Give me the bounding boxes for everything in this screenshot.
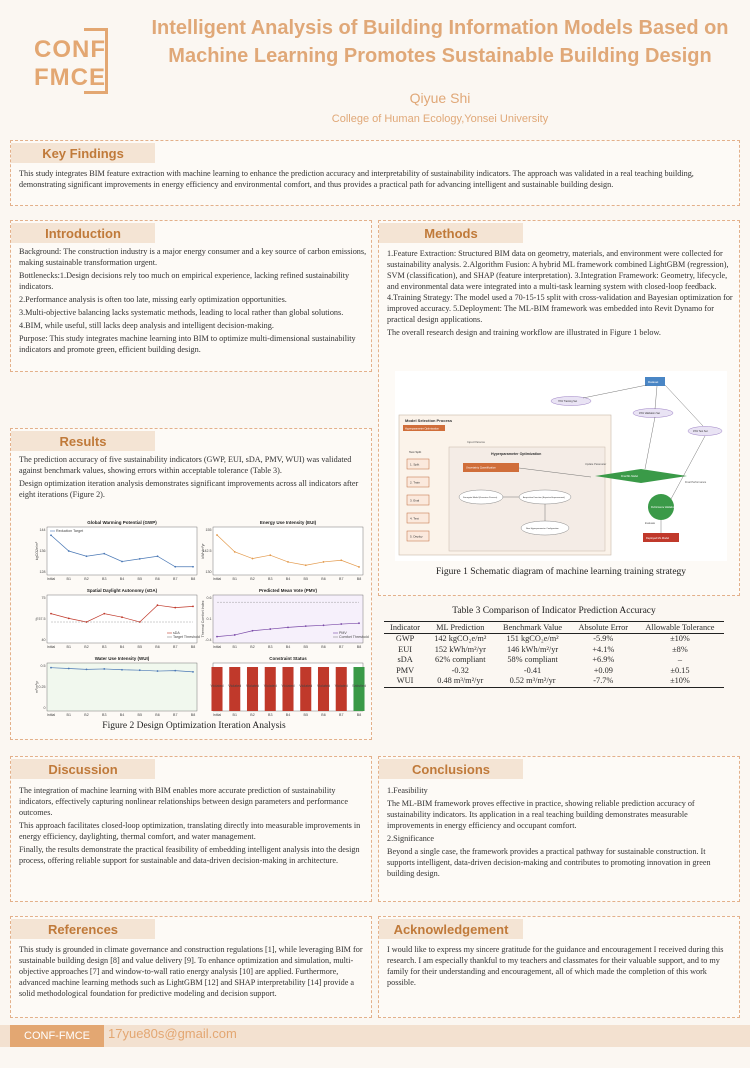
conclusions-heading: Conclusions [379,759,523,779]
y-tick-label: 130 [205,570,212,574]
x-tick-label: Initial [46,577,56,581]
table-cell: 152 kWh/m²/yr [434,644,486,654]
introduction-heading: Introduction [11,223,155,243]
figure2-caption: Figure 2 Design Optimization Iteration Analysis [102,721,286,731]
constraint-bar [318,667,329,711]
chart-title: Spatial Daylight Autonomy (sDA) [86,588,158,593]
table-cell: EUI [398,644,412,654]
deploy-label: Deployed ML Model [646,537,669,540]
legend-label: Reduction Target [56,529,84,533]
svg-text:3. Eval: 3. Eval [410,498,420,503]
chart-title: Energy Use Intensity (EUI) [259,520,317,525]
table-row [384,634,724,645]
data-point [358,622,360,624]
key-findings-heading: Key Findings [11,143,155,163]
final-performance-label: Final Performance [685,481,707,484]
table-cell: 0.52 m³/m²/yr [494,676,570,687]
constraint-bar [211,667,222,711]
uncertainty-label: Uncertainty Quantification [466,466,496,470]
y-tick-label: 40 [41,638,46,642]
x-tick-label: B5 [303,577,308,581]
methods-text [387,248,735,340]
bar-status-label: Violated [281,684,295,688]
intro-paragraph: Bottlenecks:1.Design decisions rely too much on empirical experience, lacking refined sustainability indicators. [19,271,350,291]
conclusions-panel [378,756,740,902]
constraint-bar [336,667,347,711]
hyperparameter-top-label: Hyperparameter Optimization [405,427,439,431]
data-point [103,613,105,615]
legend-label: Comfort Threshold [339,635,369,639]
dataset-label: Dataset [648,380,659,384]
data-point [50,613,52,615]
x-tick-label: B5 [137,713,142,717]
data-point [103,553,105,555]
data-point [340,623,342,625]
acquisition-label: Acquisition Function (Expected Improvement) [523,497,565,499]
update-param-label: Update Parameter [585,463,607,466]
chart-title: Predicted Mean Vote (PMV) [259,588,317,593]
table-row [384,655,724,666]
discussion-text [19,785,367,868]
table-cell: +4.1% [592,644,615,654]
subchart [201,520,363,581]
data-point [121,669,123,671]
x-tick-label: B7 [173,645,178,649]
input-params-label: Input Params [467,440,485,444]
x-tick-label: B2 [250,713,255,717]
footer-email[interactable]: 17yue80s@gmail.com [108,1026,237,1041]
intro-paragraph: Purpose: This study integrates machine learning into BIM to optimize multi-dimensional sustainability indicators and promote green, efficient building design. [19,334,356,354]
x-tick-label: B5 [137,577,142,581]
table-header: Benchmark Value [494,622,570,634]
x-tick-label: B7 [173,713,178,717]
y-tick-label: 0.5 [40,664,46,668]
key-findings-text: This study integrates BIM feature extraction with machine learning to enhance the prediction accuracy and interpretability of sustainability indicators. The approach was validated in a real teaching building, demonstrating significant improvements in energy efficiency and environmental comfort, and thus provides a practical path for advancing intelligent and sustainable building design. [19,169,694,189]
intro-paragraph: 4.BIM, while useful, still lacks deep analysis and intelligent decision-making. [19,321,274,330]
y-axis-label: kgCO2e/m² [35,541,39,561]
x-tick-label: B3 [102,645,107,649]
data-point [174,566,176,568]
x-tick-label: Initial [46,645,56,649]
table-row [384,676,724,687]
x-tick-label: B6 [321,577,326,581]
chart-title: Water Use Intensity (WUI) [94,656,150,661]
x-tick-label: B1 [66,577,71,581]
data-point [216,534,218,536]
table-cell: 151 kgCO₂e/m² [506,634,559,643]
data-point [86,555,88,557]
y-axis-label: m³/m²yr [35,680,39,694]
x-tick-label: B1 [66,713,71,717]
x-tick-label: B3 [268,577,273,581]
acknowledgement-panel [378,916,740,1018]
results-heading: Results [11,431,155,451]
y-tick-label: 128 [39,570,46,574]
data-point [157,670,159,672]
data-point [192,566,194,568]
bar-status-label: Satisfied [352,684,366,688]
intro-paragraph: Background: The construction industry is a major energy consumer and a key source of carbon emissions, making sustainable transformation urgent. [19,247,367,267]
table3-block [384,606,724,688]
introduction-panel [10,220,372,372]
data-point [68,550,70,552]
table-row [384,645,724,656]
x-tick-label: B7 [339,645,344,649]
x-tick-label: B3 [268,645,273,649]
bar-status-label: Violated [317,684,330,688]
x-tick-label: B2 [84,577,89,581]
data-point [157,604,159,606]
references-heading: References [11,919,155,939]
pool-label: Hyperparameter Optimization [491,452,542,456]
x-tick-label: B8 [356,713,362,717]
table-row [384,666,724,677]
header [0,0,750,134]
data-point [358,566,360,568]
x-tick-label: B7 [339,713,344,717]
data-point [139,669,141,671]
table-cell: +0.09 [593,665,613,675]
constraint-bar [265,667,276,711]
svg-text:2. Train: 2. Train [410,480,421,485]
x-tick-label: B4 [119,713,125,717]
table-cell: -7.7% [571,676,636,687]
y-tick-label: 136 [39,549,46,553]
affiliation: College of Human Ecology,Yonsei University [331,113,549,125]
bar-status-label: Violated [263,684,277,688]
subchart [35,656,197,717]
data-point [68,618,70,620]
table-cell: ±10% [670,634,690,643]
x-tick-label: B1 [232,645,237,649]
discussion-heading: Discussion [11,759,155,779]
table-cell: 58% compliant [507,655,558,664]
x-tick-label: B8 [190,645,196,649]
data-point [174,670,176,672]
acknowledgement-heading: Acknowledgement [379,919,523,939]
x-tick-label: B6 [321,645,326,649]
table3-caption: Table 3 Comparison of Indicator Prediction Accuracy [452,606,656,616]
y-tick-label: 144 [39,528,46,532]
logo-bracket [84,28,108,94]
data-point [157,555,159,557]
data-point [269,554,271,556]
table-cell: +6.9% [592,655,615,664]
svg-text:5. Deploy: 5. Deploy [410,534,423,539]
x-tick-label: B8 [356,577,362,581]
iteration-analysis-figure [29,515,369,719]
discussion-paragraph: This approach facilitates closed-loop optimization, translating directly into measurable improvements in energy efficiency, daylighting, thermal comfort, and water management. [19,821,361,841]
methods-paragraph: 1.Feature Extraction: Structured BIM data on geometry, materials, and environment were collected for sustainability analysis. 2.Algorithm Fusion: A hybrid ML framework combined LightGBM (regression), SVM (classification), and SHAP (feature interpretation). 3.Integration Framework: Geometry, lifecycle, and environmental data were integrated into a multi-task learning system with closed-loop feedback. 4.Training Strategy: The model used a 70-15-15 split with cross-validation and Bayesian optimization for improved accuracy. 5.Deployment: The ML-BIM framework was embedded into Revit Dynamo for practical design applications. [387,249,733,324]
intro-paragraph: 3.Multi-objective balancing lacks systematic methods, leading to local rather than global solutions. [19,308,344,317]
data-point [192,606,194,608]
table-cell: – [677,655,683,664]
evaluate-label: Evaluate [645,522,656,525]
x-tick-label: B4 [285,577,291,581]
data-point [323,561,325,563]
methods-paragraph: The overall research design and training workflow are illustrated in Figure 1 below. [387,328,661,337]
logo-line2: FMCE [34,64,106,91]
y-tick-label: 57.5 [38,617,46,621]
data-point [252,558,254,560]
introduction-text [19,246,367,357]
conclusions-text [387,785,735,881]
table-cell: 62% compliant [435,655,486,664]
data-point [287,561,289,563]
constraint-bar [353,667,364,711]
acknowledgement-text: I would like to express my sincere gratitude for the guidance and encouragement I received during this research. I am especially thankful to my teachers and classmates for their valuable support, and to my family for their understanding and encouragement, all of which made the completion of this work possible. [387,945,724,987]
table-cell: sDA [397,655,413,664]
y-tick-label: 142.5 [202,549,212,553]
x-tick-label: B4 [285,645,291,649]
table-cell: 0.48 m³/m²/yr [426,676,494,687]
table-header: ML Prediction [426,622,494,634]
table-cell: 146 kWh/m²/yr [507,644,559,654]
legend-label: sDA [173,631,180,635]
y-tick-label: 0.1 [206,617,212,621]
data-point [323,624,325,626]
data-point [68,668,70,670]
subchart [201,588,369,649]
y-axis-label: Thermal Comfort Index [201,600,205,638]
y-tick-label: 155 [205,528,212,532]
x-tick-label: Initial [212,713,222,717]
x-tick-label: B6 [155,645,160,649]
y-axis-label: kWh/m²yr [201,543,205,559]
x-tick-label: B6 [155,713,160,717]
train-set-label: 70% Training Set [558,400,578,403]
x-tick-label: Initial [212,645,222,649]
subchart [211,656,366,717]
data-point [86,668,88,670]
conclusions-paragraph: Beyond a single case, the framework provides a practical pathway for sustainable construction. It supports intelligent, data-driven decision-making and contributes to promoting innovation in green building design. [387,847,711,878]
table-header: Allowable Tolerance [636,622,724,634]
conclusions-paragraph: The ML-BIM framework proves effective in practice, showing reliable prediction accuracy of sustainability indicators. Its application in a real teaching building demonstrates measurable improvements in energy efficiency and occupant comfort. [387,799,695,830]
legend-label: Target Threshold [173,635,200,639]
data-point [50,667,52,669]
conclusions-paragraph: 1.Feasibility [387,786,428,795]
intro-paragraph: 2.Performance analysis is often too late, missing early optimization opportunities. [19,295,287,304]
data-point [234,551,236,553]
x-tick-label: B1 [66,645,71,649]
bar-status-label: Violated [210,684,224,688]
x-tick-label: B7 [173,577,178,581]
key-findings-panel [10,140,740,206]
x-tick-label: B5 [303,645,308,649]
data-point [50,534,52,536]
data-point [305,564,307,566]
x-tick-label: B6 [155,577,160,581]
table-cell: ±8% [672,644,688,654]
training-strategy-diagram [395,371,727,561]
x-tick-label: B8 [356,645,362,649]
table-cell: ±0.15 [670,665,690,675]
x-tick-label: B5 [303,713,308,717]
methods-panel [378,220,740,596]
bar-status-label: Violated [299,684,313,688]
x-tick-label: B3 [102,577,107,581]
constraint-bar [300,667,311,711]
x-tick-label: B8 [190,713,196,717]
data-point [340,559,342,561]
x-tick-label: B4 [285,713,291,717]
x-tick-label: B4 [119,645,125,649]
test-set-label: 15% Test Set [693,430,708,433]
plot-area [213,527,363,575]
x-tick-label: B2 [84,645,89,649]
final-model-label: Final ML Model [621,475,638,478]
x-tick-label: B2 [250,645,255,649]
data-point [216,636,218,638]
author-name: Qiyue Shi [409,90,471,106]
results-text [19,454,367,502]
subchart [35,588,200,649]
x-tick-label: B8 [190,577,196,581]
bar-status-label: Violated [246,684,259,688]
y-axis-label: % [35,617,39,621]
discussion-paragraph: The integration of machine learning with BIM enables more accurate prediction of sustainability indicators, effectively capturing nonlinear relationships between design parameters and performance outcomes. [19,786,349,817]
surrogate-label: Surrogate Model (Gaussian Process) [463,497,498,499]
x-tick-label: B2 [84,713,89,717]
table-cell: ±10% [636,676,724,687]
discussion-panel [10,756,372,902]
subchart [35,520,197,581]
performance-label: Performance Validation [651,507,675,509]
table-cell: -0.41 [523,665,542,675]
table-cell: GWP [395,634,415,643]
table-header: Indicator [384,622,426,634]
data-point [121,616,123,618]
x-tick-label: B6 [321,713,326,717]
logo-line1: CONF [34,36,106,63]
references-panel [10,916,372,1018]
data-point [103,668,105,670]
y-tick-label: 0.25 [38,685,46,689]
results-paragraph: The prediction accuracy of five sustainability indicators (GWP, EUI, sDA, PMV, WUI) was validated against benchmark values, showing errors within acceptable tolerance (Table 3). [19,455,352,475]
data-point [305,625,307,627]
x-tick-label: Initial [46,713,56,717]
bar-status-label: Violated [228,684,242,688]
x-tick-label: B1 [232,577,237,581]
data-point [287,627,289,629]
x-tick-label: B3 [102,713,107,717]
y-tick-label: -0.4 [205,638,212,642]
comparison-table [384,621,724,688]
table-header-row [384,622,724,634]
chart-title: Constraint Status [269,656,307,661]
x-tick-label: B4 [119,577,125,581]
methods-heading: Methods [379,223,523,243]
figure1-caption: Figure 1 Schematic diagram of machine learning training strategy [435,567,687,577]
y-tick-label: 0 [43,706,46,710]
constraint-bar [247,667,258,711]
y-tick-label: 75 [41,596,46,600]
table-cell: -0.32 [451,665,469,675]
conclusions-paragraph: 2.Significance [387,834,435,843]
table-cell: PMV [396,665,415,675]
data-point [121,561,123,563]
table-cell: WUI [384,676,426,687]
x-tick-label: B2 [250,577,255,581]
constraint-bar [282,667,293,711]
data-point [269,628,271,630]
poster-title: Intelligent Analysis of Building Information Models Based on Machine Learning Promotes Sustainable Building Design [151,17,729,67]
x-tick-label: B5 [137,645,142,649]
model-selection-label: Model Selection Process [405,418,453,423]
data-point [139,558,141,560]
data-point [234,634,236,636]
results-paragraph: Design optimization iteration analysis demonstrates significant improvements across all indicators after eight iterations (Figure 2). [19,479,359,499]
discussion-paragraph: Finally, the results demonstrate the practical feasibility of embedding intelligent analysis into the design process, offering reliable support for sustainable and data-driven decision-making in architecture. [19,845,360,865]
val-set-label: 15% Validation Set [639,412,660,415]
svg-text:4. Test: 4. Test [410,516,419,521]
constraint-bar [229,667,240,711]
data-point [174,607,176,609]
new-params-label: New Hyperparameter Configuration [526,528,559,530]
x-tick-label: B7 [339,577,344,581]
svg-text:1. Split: 1. Split [410,462,420,467]
table-header: Absolute Error [571,622,636,634]
table-cell: -5.9% [593,634,614,643]
x-tick-label: B3 [268,713,273,717]
legend-label: PMV [339,631,347,635]
data-point [252,630,254,632]
y-tick-label: 0.6 [206,596,212,600]
data-point [192,671,194,673]
footer-label: CONF-FMCE [10,1025,104,1047]
x-tick-label: Initial [212,577,222,581]
bar-status-label: Violated [334,684,348,688]
test-split-label: Test Split [409,450,422,454]
chart-title: Global Warming Potential (GWP) [87,520,157,525]
x-tick-label: B1 [232,713,237,717]
table-cell: 142 kgCO₂e/m² [434,634,487,643]
results-panel [10,428,372,740]
references-text: This study is grounded in climate governance and construction regulations [1], while leveraging BIM for sustainable building design [8] and value delivery [9]. To enhance optimization and simulation, multi-objective approaches [7] and window-to-wall ratio energy analysis [10] are applied. Furthermore, advanced machine learning methods such as LightGBM [12] and SHAP interpretability [14] provide a solid methodological foundation for predictive modeling and decision support. [19,945,363,998]
